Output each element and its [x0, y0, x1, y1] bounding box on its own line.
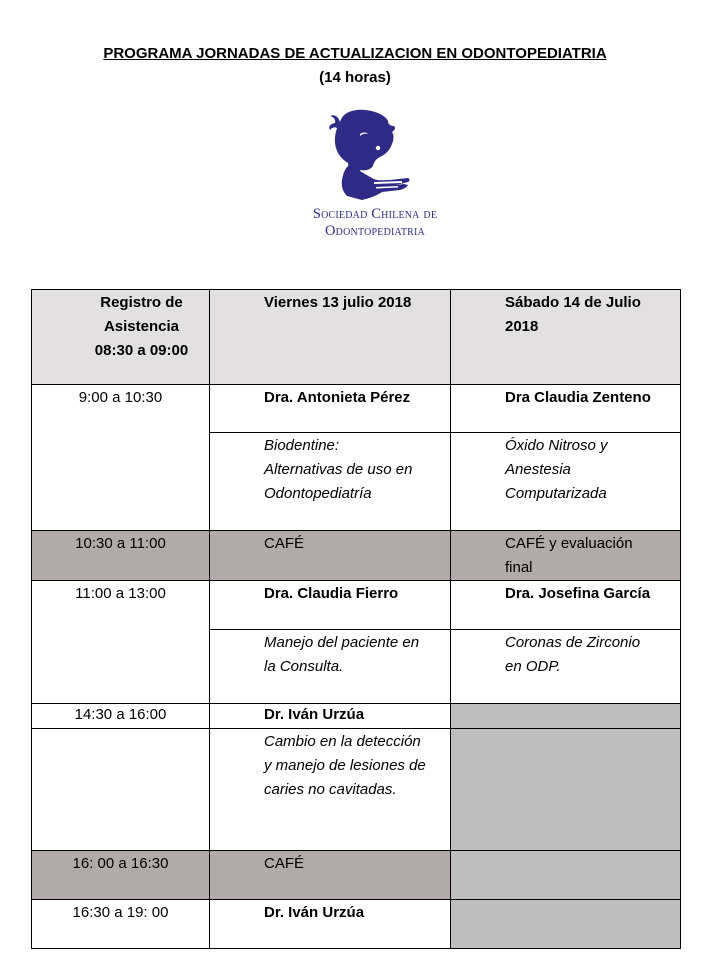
speaker-cell [210, 704, 451, 729]
speaker-cell [451, 581, 681, 630]
speaker-label: Dra. Claudia Fierro [264, 585, 399, 602]
header-registration-time: 08:30 a 09:00 [94, 342, 189, 359]
break-label: final [505, 559, 533, 576]
empty-cell [451, 729, 681, 851]
speaker-cell [210, 900, 451, 949]
header-saturday-line2: 2018 [505, 318, 539, 335]
break-cell [210, 531, 451, 581]
table-row [32, 385, 681, 433]
topic-line: caries no cavitadas. [264, 781, 397, 798]
org-name-line1: Sociedad Chilena de [312, 206, 438, 222]
time-cell [32, 851, 210, 900]
topic-line: en ODP. [505, 658, 561, 675]
topic-line: Alternativas de uso en [264, 461, 413, 478]
topic-line: Coronas de Zirconio [505, 634, 641, 651]
header-saturday-line1: Sábado 14 de Julio [505, 294, 641, 311]
header-registration-line2: Asistencia [103, 318, 180, 335]
header-saturday-cell [451, 290, 681, 385]
empty-time-cell [32, 729, 210, 851]
empty-cell [451, 704, 681, 729]
topic-cell [210, 433, 451, 531]
time-label: 9:00 a 10:30 [78, 389, 163, 406]
org-name-line2: Odontopediatria [325, 223, 425, 239]
speaker-cell [451, 385, 681, 433]
time-label: 14:30 a 16:00 [74, 706, 167, 723]
time-label: 10:30 a 11:00 [75, 535, 166, 552]
topic-cell [210, 729, 451, 851]
speaker-label: Dra Claudia Zenteno [505, 389, 651, 406]
topic-line: Cambio en la detección [264, 733, 421, 750]
time-cell [32, 704, 210, 729]
break-label: CAFÉ [264, 855, 305, 872]
speaker-label: Dr. Iván Urzúa [264, 706, 365, 723]
topic-line: y manejo de lesiones de [264, 757, 426, 774]
time-label: 16: 00 a 16:30 [72, 855, 169, 872]
break-cell [451, 531, 681, 581]
header-row [32, 290, 681, 385]
header-friday-label: Viernes 13 julio 2018 [264, 294, 412, 311]
topic-line: Biodentine: [264, 437, 340, 454]
time-cell [32, 531, 210, 581]
table-row [32, 704, 681, 729]
speaker-label: Dra. Josefina García [505, 585, 651, 602]
break-row [32, 531, 681, 581]
page-subtitle: (14 horas) [319, 69, 391, 86]
break-row [32, 851, 681, 900]
topic-line: Odontopediatría [264, 485, 372, 502]
break-cell [210, 851, 451, 900]
speaker-cell [210, 385, 451, 433]
page-title: PROGRAMA JORNADAS DE ACTUALIZACION EN ODONTOPEDIATRIA [103, 45, 607, 62]
header-registration-cell [32, 290, 210, 385]
topic-line: Computarizada [505, 485, 607, 502]
topic-cell [451, 630, 681, 704]
time-cell [32, 581, 210, 704]
child-profile-logo-icon [318, 108, 418, 204]
speaker-label: Dra. Antonieta Pérez [264, 389, 411, 406]
time-cell [32, 900, 210, 949]
empty-cell [451, 900, 681, 949]
topic-line: Óxido Nitroso y [505, 437, 608, 454]
topic-line: Manejo del paciente en [264, 634, 420, 651]
topic-cell [210, 630, 451, 704]
speaker-label: Dr. Iván Urzúa [264, 904, 365, 921]
table-row [32, 729, 681, 851]
topic-cell [451, 433, 681, 531]
header-registration-line1: Registro de [100, 294, 183, 311]
topic-line: Anestesia [505, 461, 571, 478]
break-label: CAFÉ [264, 535, 305, 552]
schedule-table [31, 289, 681, 949]
speaker-cell [210, 581, 451, 630]
header-friday-cell [210, 290, 451, 385]
table-row [32, 900, 681, 949]
table-row [32, 581, 681, 630]
break-label: CAFÉ y evaluación [505, 535, 633, 552]
topic-line: la Consulta. [264, 658, 344, 675]
time-cell [32, 385, 210, 531]
time-label: 11:00 a 13:00 [75, 585, 166, 602]
time-label: 16:30 a 19: 00 [72, 904, 169, 921]
empty-cell [451, 851, 681, 900]
